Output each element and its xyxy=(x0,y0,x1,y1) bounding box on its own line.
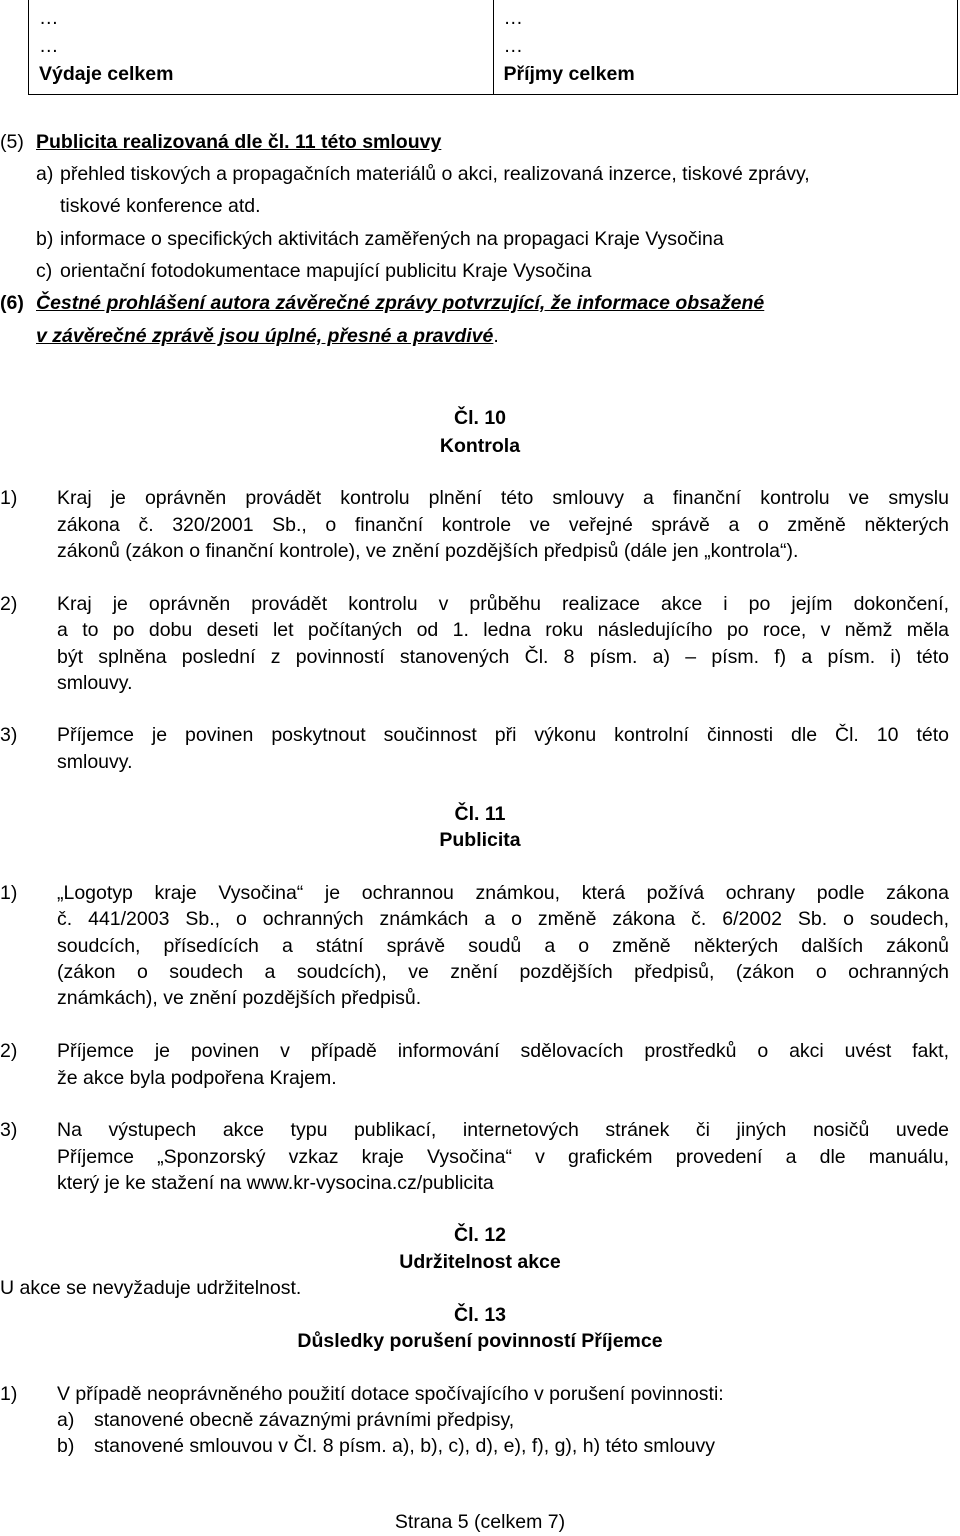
cl10-title: Kontrola xyxy=(439,435,521,457)
cl12-title: Udržitelnost akce xyxy=(399,1251,561,1273)
cl10-p3-line2: smlouvy. xyxy=(57,751,133,773)
s6-line2: v závěrečné zprávě jsou úplné, přesné a pravdivé xyxy=(36,325,494,347)
table-cell-line: … xyxy=(503,35,523,57)
cl11-p1-line3: soudcích, přísedících a státní správě soudů a o změně některých dalších zákonů xyxy=(57,935,949,957)
cl13-b-text: stanovené smlouvou v Čl. 8 písm. a), b), c), d), e), f), g), h) této smlouvy xyxy=(94,1435,715,1457)
cl13-a-text: stanovené obecně závaznými právními předpisy, xyxy=(94,1409,515,1431)
s5-number: (5) xyxy=(0,131,24,153)
cl12-text: U akce se nevyžaduje udržitelnost. xyxy=(0,1277,302,1299)
cl11-number: Čl. 11 xyxy=(454,803,506,825)
cl10-p2-line4: smlouvy. xyxy=(57,672,133,694)
cl11-p3-line3: který je ke stažení na www.kr-vysocina.cz/publicita xyxy=(57,1172,494,1194)
cl10-p3-line1: Příjemce je povinen poskytnout součinnost při výkonu kontrolní činnosti dle Čl. 10 této xyxy=(57,724,949,746)
cl11-p1-line4: (zákon o soudech a soudcích), ve znění pozdějších předpisů, (zákon o ochranných xyxy=(57,961,949,983)
cl10-p2-line1: Kraj je oprávněn provádět kontrolu v průběhu realizace akce i po jejím dokončení, xyxy=(57,593,949,615)
cl11-p3-number: 3) xyxy=(0,1119,18,1141)
table-cell-line: … xyxy=(39,35,59,57)
cl11-p1-line5: známkách), ve znění pozdějších předpisů. xyxy=(57,987,422,1009)
s5-c-label: c) xyxy=(36,260,53,282)
cl10-p1-line3: zákonů (zákon o finanční kontrole), ve znění pozdějších předpisů (dále jen „kontrola“). xyxy=(57,540,799,562)
s5-a-line2: tiskové konference atd. xyxy=(60,195,261,217)
cl13-p1-text: V případě neoprávněného použití dotace spočívajícího v porušení povinnosti: xyxy=(57,1383,724,1405)
income-total-label: Příjmy celkem xyxy=(503,63,635,85)
s6-number: (6) xyxy=(0,292,24,314)
cl10-p2-line2: a to po dobu deseti let počítaných od 1. ledna roku následujícího po roce, v němž měla xyxy=(57,619,949,641)
s5-a-line1: přehled tiskových a propagačních materiálů o akci, realizovaná inzerce, tiskové zprávy, xyxy=(60,163,810,185)
cl10-p2-line3: být splněna poslední z povinností stanovených Čl. 8 písm. a) – písm. f) a písm. i) této xyxy=(57,646,949,668)
cl10-p3-number: 3) xyxy=(0,724,18,746)
s6-line1: Čestné prohlášení autora závěrečné zprávy potvrzující, že informace obsažené xyxy=(36,292,765,314)
cl10-p1-line2: zákona č. 320/2001 Sb., o finanční kontrole ve veřejné správě a o změně některých xyxy=(57,514,949,536)
cl11-p2-number: 2) xyxy=(0,1040,18,1062)
cl10-p1-number: 1) xyxy=(0,487,18,509)
cl13-a-label: a) xyxy=(57,1409,75,1431)
cl13-number: Čl. 13 xyxy=(453,1304,507,1326)
cl11-p2-line2: že akce byla podpořena Krajem. xyxy=(57,1067,337,1089)
cl10-p1-line1: Kraj je oprávněn provádět kontrolu plnění této smlouvy a finanční kontrolu ve smyslu xyxy=(57,487,949,509)
table-cell-line: … xyxy=(503,7,523,29)
s5-c-text: orientační fotodokumentace mapující publicitu Kraje Vysočina xyxy=(60,260,592,282)
cl11-p2-line1: Příjemce je povinen v případě informování sdělovacích prostředků o akci uvést fakt, xyxy=(57,1040,949,1062)
cl13-b-label: b) xyxy=(57,1435,75,1457)
cl10-number: Čl. 10 xyxy=(453,407,507,429)
cl12-number: Čl. 12 xyxy=(453,1224,507,1246)
cl13-title: Důsledky porušení povinností Příjemce xyxy=(297,1330,663,1352)
s5-b-text: informace o specifických aktivitách zaměřených na propagaci Kraje Vysočina xyxy=(60,228,724,250)
s5-b-label: b) xyxy=(36,228,54,250)
budget-table xyxy=(28,0,958,95)
page-number: Strana 5 (celkem 7) xyxy=(394,1511,566,1533)
cl11-p3-line1: Na výstupech akce typu publikací, internetových stránek či jiných nosičů uvede xyxy=(57,1119,949,1141)
cl11-title: Publicita xyxy=(439,829,521,851)
income-cell xyxy=(493,0,958,95)
s6-period: . xyxy=(493,325,499,347)
cl11-p3-line2: Příjemce „Sponzorský vzkaz kraje Vysočina“ v grafickém provedení a dle manuálu, xyxy=(57,1146,949,1168)
expenses-total-label: Výdaje celkem xyxy=(39,63,174,85)
expenses-cell xyxy=(29,0,494,95)
cl11-p1-line2: č. 441/2003 Sb., o ochranných známkách a o změně zákona č. 6/2002 Sb. o soudech, xyxy=(57,908,949,930)
table-cell-line: … xyxy=(39,7,59,29)
s5-a-label: a) xyxy=(36,163,54,185)
cl13-p1-number: 1) xyxy=(0,1383,18,1405)
cl10-p2-number: 2) xyxy=(0,593,18,615)
cl11-p1-number: 1) xyxy=(0,882,18,904)
cl11-p1-line1: „Logotyp kraje Vysočina“ je ochrannou známkou, která požívá ochrany podle zákona xyxy=(57,882,949,904)
s5-heading: Publicita realizovaná dle čl. 11 této smlouvy xyxy=(36,131,442,153)
